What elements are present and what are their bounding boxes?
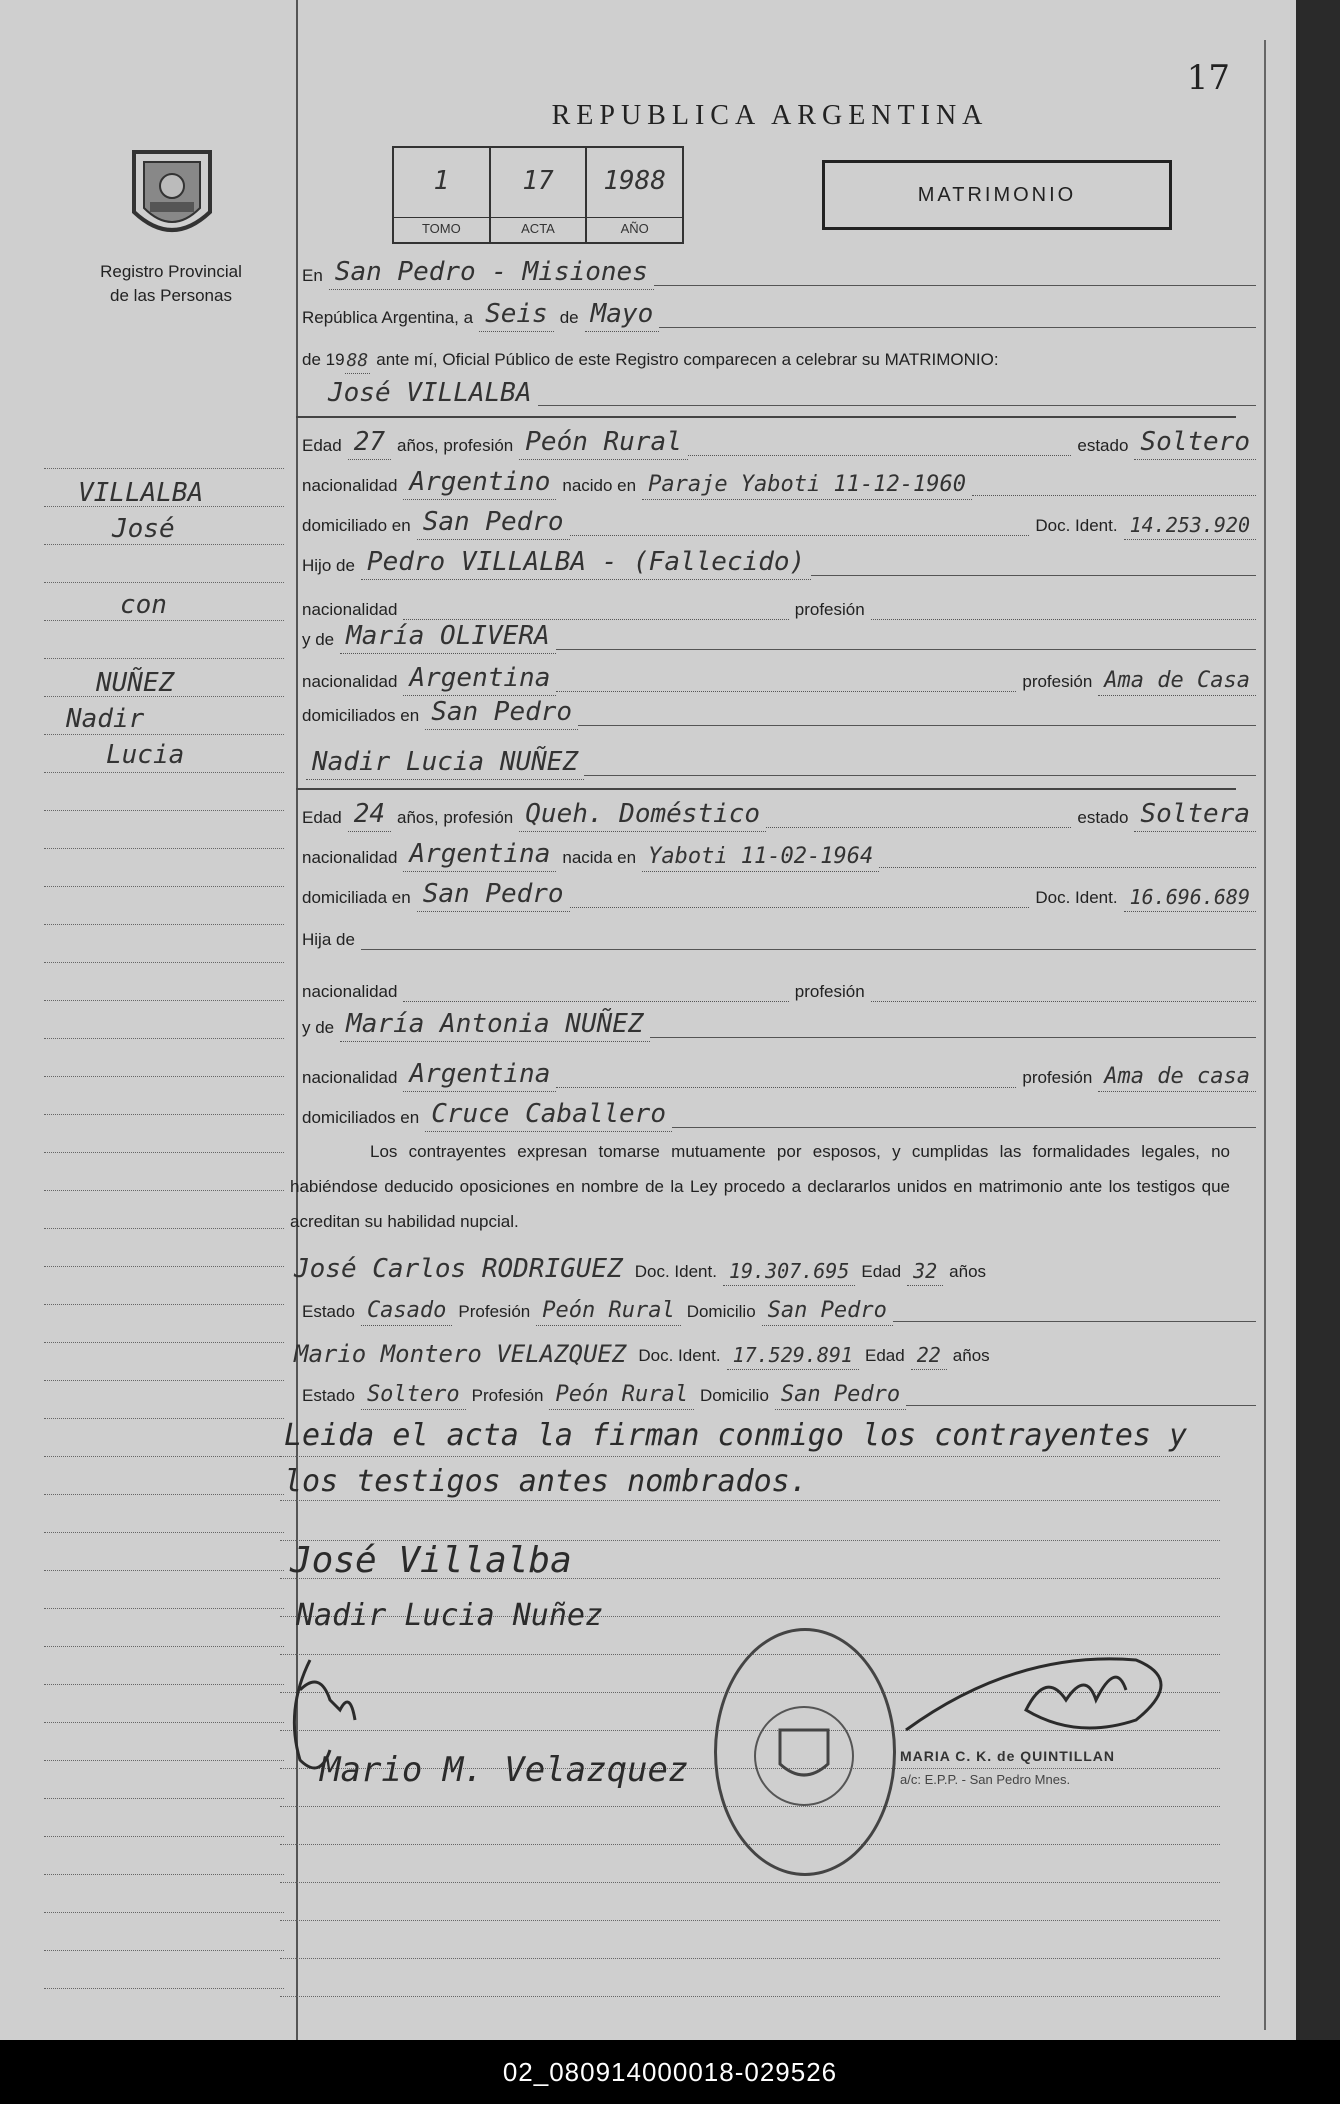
tomo-cell — [394, 148, 491, 242]
label-w2-doc: Doc. Ident. — [638, 1346, 721, 1365]
label-w1-edad: Edad — [861, 1262, 902, 1281]
value-groom-madre: María OLIVERA — [340, 621, 556, 654]
registry-line1: Registro Provincial — [100, 262, 242, 281]
margin-bride-name2: Lucia — [106, 740, 185, 770]
margin-rule — [44, 1228, 284, 1229]
signature-bride: Nadir Lucia Nuñez — [296, 1598, 604, 1633]
country-title: REPUBLICA ARGENTINA — [551, 100, 989, 131]
value-groom-madre-dom: San Pedro — [425, 697, 578, 730]
margin-rule — [44, 1266, 284, 1267]
margin-rule — [44, 1000, 284, 1001]
margin-rule — [44, 1342, 284, 1343]
row-bride-padre — [296, 914, 1256, 954]
value-w2-estado: Soltero — [361, 1382, 466, 1410]
margin-rule — [44, 1912, 284, 1913]
value-bride-madre-nac: Argentina — [403, 1059, 556, 1092]
stamp-official-role: a/c: E.P.P. - San Pedro Mnes. — [900, 1772, 1071, 1787]
label-anios-profesion: años, profesión — [397, 436, 514, 455]
value-groom-profesion: Peón Rural — [519, 427, 688, 460]
row-groom-madre-dom — [296, 690, 1256, 730]
value-year: 88 — [345, 350, 371, 374]
margin-groom-name: José — [112, 514, 175, 544]
margin-rule — [44, 1304, 284, 1305]
value-w1-estado: Casado — [361, 1298, 452, 1326]
stamp-official-name: MARIA C. K. de QUINTILLAN — [900, 1748, 1116, 1764]
value-bride-madre-dom: Cruce Caballero — [425, 1099, 672, 1132]
row-groom-madre — [296, 614, 1256, 654]
margin-con: con — [120, 590, 167, 620]
margin-rule — [44, 772, 284, 773]
row-bride-edad — [296, 792, 1256, 832]
margin-rule — [44, 1418, 284, 1419]
margin-rule — [44, 1798, 284, 1799]
closing-rule2 — [280, 1500, 1220, 1501]
anio-label: AÑO — [587, 217, 682, 236]
margin-rule — [44, 1874, 284, 1875]
label-hijo: Hijo de — [302, 556, 355, 575]
label-nacida: nacida en — [562, 848, 637, 867]
official-signature-icon — [896, 1630, 1186, 1750]
value-bride-madre: María Antonia NUÑEZ — [340, 1009, 649, 1042]
row-groom-edad — [296, 420, 1256, 460]
value-w2-profesion: Peón Rural — [549, 1382, 693, 1410]
row-bride-madre-nac — [296, 1052, 1256, 1092]
label-madre-prof: profesión — [1022, 672, 1093, 691]
margin-rule — [44, 1608, 284, 1609]
registry-line2: de las Personas — [110, 286, 232, 305]
label-ante: ante mí, Oficial Público de este Registro comparecen a celebrar su MATRIMONIO: — [376, 350, 999, 369]
value-w1-domicilio: San Pedro — [762, 1298, 893, 1326]
tomo-label: TOMO — [394, 217, 489, 236]
value-groom-doc: 14.253.920 — [1124, 513, 1256, 540]
closing-rule1 — [280, 1456, 1220, 1457]
value-bride-nacida: Yaboti 11-02-1964 — [642, 844, 879, 872]
label-bride-madre-prof: profesión — [1022, 1068, 1093, 1087]
row-bride-padre-nac — [296, 966, 1256, 1006]
value-bride-madre-prof: Ama de casa — [1098, 1064, 1256, 1092]
row-witness1 — [296, 1246, 1256, 1286]
label-estado: estado — [1077, 436, 1129, 455]
margin-rule — [44, 1836, 284, 1837]
margin-rule — [44, 1988, 284, 1989]
value-bride-domicilio: San Pedro — [417, 879, 570, 912]
label-de19: de 19 — [302, 350, 345, 369]
margin-rule — [44, 1380, 284, 1381]
row-witness1-b — [296, 1286, 1256, 1326]
signature-rule — [280, 1996, 1220, 1997]
value-place: San Pedro - Misiones — [329, 257, 654, 290]
label-domiciliado: domiciliado en — [302, 516, 411, 535]
label-w1-estado: Estado — [302, 1302, 355, 1321]
value-bride-name: Nadir Lucia NUÑEZ — [306, 747, 584, 780]
margin-rule — [44, 1114, 284, 1115]
row-bride-nac — [296, 832, 1256, 872]
value-w1-name: José Carlos RODRIGUEZ — [294, 1254, 623, 1284]
label-republica: República Argentina, a — [302, 308, 474, 327]
declaration-text: Los contrayentes expresan tomarse mutuamente por esposos, y cumplidas las formalidades legales, no habiéndose deducido oposiciones en nombre de la Ley procedo a declararlos unidos en matrimonio ante los testigos que acreditan su habilidad nupcial. — [290, 1142, 1230, 1231]
label-bride-estado: estado — [1077, 808, 1129, 827]
margin-rule — [44, 1190, 284, 1191]
value-month: Mayo — [585, 299, 660, 332]
label-w1-prof: Profesión — [458, 1302, 531, 1321]
label-de: de — [559, 308, 579, 327]
label-bride-edad: Edad — [302, 808, 342, 827]
acta-cell — [491, 148, 588, 242]
value-w2-name: Mario Montero VELAZQUEZ — [294, 1340, 627, 1368]
value-groom-madre-prof: Ama de Casa — [1098, 668, 1256, 696]
label-w1-doc: Doc. Ident. — [634, 1262, 717, 1281]
margin-rule — [44, 1152, 284, 1153]
value-w1-edad: 32 — [907, 1259, 943, 1286]
margin-rule — [44, 1570, 284, 1571]
closing-line2: los testigos antes nombrados. — [284, 1464, 808, 1499]
label-bride-padre-prof: profesión — [794, 982, 865, 1001]
margin-groom-surname: VILLALBA — [78, 478, 204, 508]
row-groom-padre — [296, 540, 1256, 580]
label-madre-nac: nacionalidad — [302, 672, 398, 691]
doc-type-box: MATRIMONIO — [822, 160, 1172, 230]
row-place — [296, 250, 1256, 290]
signature-rule — [280, 1958, 1220, 1959]
label-w2-dom: Domicilio — [699, 1386, 769, 1405]
row-bride-madre-dom — [296, 1092, 1256, 1132]
label-nacido: nacido en — [562, 476, 637, 495]
signature-rule — [280, 1882, 1220, 1883]
margin-rule — [44, 1494, 284, 1495]
row-year — [296, 334, 1256, 374]
value-groom-madre-nac: Argentina — [403, 663, 556, 696]
row-bride-madre — [296, 1002, 1256, 1042]
label-bride-nac: nacionalidad — [302, 848, 398, 867]
row-bride-dom — [296, 872, 1256, 912]
margin-rule — [44, 1646, 284, 1647]
row-witness2 — [296, 1330, 1256, 1370]
signature-rule — [280, 1920, 1220, 1921]
label-edad: Edad — [302, 436, 342, 455]
margin-rule — [44, 1722, 284, 1723]
book-binding — [1296, 0, 1340, 2040]
label-en: En — [302, 266, 323, 285]
label-bride-anios: años, profesión — [397, 808, 514, 827]
label-padre-nac: nacionalidad — [302, 600, 398, 619]
anio-value: 1988 — [603, 166, 666, 196]
margin-rule — [44, 1950, 284, 1951]
tomo-value: 1 — [433, 166, 450, 196]
closing-line1: Leida el acta la firman conmigo los contrayentes y — [284, 1418, 1188, 1453]
row-groom-name — [296, 370, 1256, 410]
footer-image-id: 02_080914000018-029526 — [0, 2040, 1340, 2104]
registry-label — [66, 260, 276, 308]
label-w1-anios: años — [949, 1262, 987, 1281]
label-w2-prof: Profesión — [471, 1386, 544, 1405]
margin-rule — [44, 544, 284, 545]
provincial-seal-icon — [124, 142, 220, 250]
label-madre-dom: domiciliados en — [302, 706, 420, 725]
margin-rule — [44, 1038, 284, 1039]
margin-rule — [44, 658, 284, 659]
value-groom-padre: Pedro VILLALBA - (Fallecido) — [361, 547, 811, 580]
acta-label: ACTA — [491, 217, 586, 236]
margin-rule — [44, 468, 284, 469]
label-w2-anios: años — [952, 1346, 990, 1365]
margin-rule — [44, 810, 284, 811]
label-bride-doc: Doc. Ident. — [1035, 888, 1118, 907]
label-w1-dom: Domicilio — [686, 1302, 756, 1321]
margin-rule — [44, 1760, 284, 1761]
value-groom-nacionalidad: Argentino — [403, 467, 556, 500]
value-bride-edad: 24 — [348, 799, 391, 832]
value-w2-doc: 17.529.891 — [727, 1343, 859, 1370]
row-date — [296, 292, 1256, 332]
label-w2-edad: Edad — [864, 1346, 905, 1365]
acta-value: 17 — [522, 166, 554, 196]
margin-rule — [44, 1076, 284, 1077]
margin-rule — [44, 962, 284, 963]
margin-rule — [44, 1456, 284, 1457]
margin-rule — [44, 924, 284, 925]
label-doc: Doc. Ident. — [1035, 516, 1118, 535]
margin-rule — [44, 620, 284, 621]
label-nacionalidad: nacionalidad — [302, 476, 398, 495]
label-padre-prof: profesión — [794, 600, 865, 619]
label-bride-madre-dom: domiciliados en — [302, 1108, 420, 1127]
value-groom-edad: 27 — [348, 427, 391, 460]
value-bride-profesion: Queh. Doméstico — [519, 799, 766, 832]
label-bride-madre-nac: nacionalidad — [302, 1068, 398, 1087]
signature-groom: José Villalba — [290, 1540, 572, 1581]
row-bride-name — [296, 740, 1256, 780]
value-groom-estado: Soltero — [1134, 427, 1256, 460]
signature-witness2: Mario M. Velazquez — [320, 1750, 689, 1790]
value-groom-name: José VILLALBA — [328, 378, 532, 408]
page-number: 17 — [1186, 58, 1230, 98]
label-hija: Hija de — [302, 930, 355, 949]
margin-rule — [44, 582, 284, 583]
separator-bride — [296, 788, 1236, 790]
label-domiciliada: domiciliada en — [302, 888, 411, 907]
stamp-emblem-icon — [754, 1706, 854, 1806]
value-bride-doc: 16.696.689 — [1124, 885, 1256, 912]
margin-rule — [44, 848, 284, 849]
value-bride-nacionalidad: Argentina — [403, 839, 556, 872]
margin-bride-name1: Nadir — [66, 704, 145, 734]
margin-rule — [44, 1532, 284, 1533]
right-rule — [1264, 40, 1266, 2030]
value-day: Seis — [479, 299, 554, 332]
label-yde: y de — [302, 630, 335, 649]
margin-rule — [44, 1684, 284, 1685]
separator-groom — [296, 416, 1236, 418]
margin-rule — [44, 886, 284, 887]
value-w1-profesion: Peón Rural — [536, 1298, 680, 1326]
margin-rule — [44, 734, 284, 735]
anio-cell — [587, 148, 682, 242]
margin-bride-surname: NUÑEZ — [96, 668, 175, 698]
value-w2-domicilio: San Pedro — [775, 1382, 906, 1410]
value-w1-doc: 19.307.695 — [723, 1259, 855, 1286]
label-bride-padre-nac: nacionalidad — [302, 982, 398, 1001]
label-w2-estado: Estado — [302, 1386, 355, 1405]
tomo-acta-box — [392, 146, 684, 244]
value-w2-edad: 22 — [911, 1343, 947, 1370]
value-bride-estado: Soltera — [1134, 799, 1256, 832]
row-witness2-b — [296, 1370, 1256, 1410]
label-bride-yde: y de — [302, 1018, 335, 1037]
value-groom-nacido: Paraje Yaboti 11-12-1960 — [642, 472, 972, 500]
row-groom-dom — [296, 500, 1256, 540]
row-groom-nac — [296, 460, 1256, 500]
value-groom-domicilio: San Pedro — [417, 507, 570, 540]
